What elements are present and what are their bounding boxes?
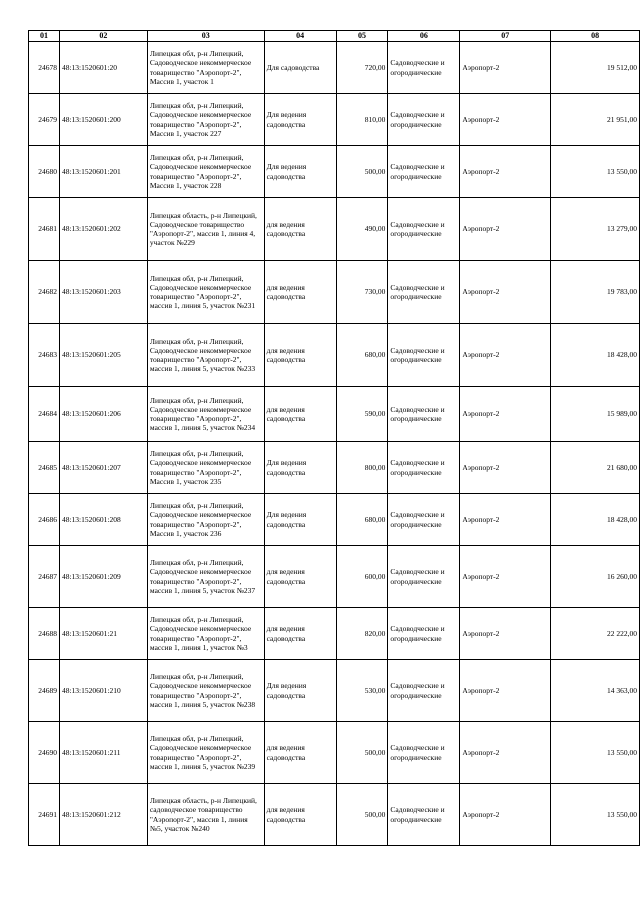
address-text: Липецкая обл, р-н Липецкий, Садоводческое некоммерческое товарищество "Аэропорт-2", Массив 1, участок 235 xyxy=(149,449,252,486)
permitted-use-cell: для ведения садоводства xyxy=(264,722,336,784)
association-name-cell: Аэропорт-2 xyxy=(460,660,551,722)
table-row xyxy=(29,324,640,387)
table-row xyxy=(29,784,640,846)
column-header: 03 xyxy=(147,31,264,42)
address-text: Липецкая обл, р-н Липецкий, Садоводческое некоммерческое товарищество "Аэропорт-2", массив 1, линия 1, участок №3 xyxy=(149,615,252,652)
address-text: Липецкая обл, р-н Липецкий, Садоводческое некоммерческое товарищество "Аэропорт-2", Массив 1, участок 236 xyxy=(149,501,252,538)
address-text: Липецкая обл, р-н Липецкий, Садоводческое некоммерческое товарищество "Аэропорт-2", Массив 1, участок 228 xyxy=(149,153,252,190)
association-name-cell: Аэропорт-2 xyxy=(460,442,551,494)
permitted-use-cell: для ведения садоводства xyxy=(264,261,336,324)
address-text: Липецкая обл, р-н Липецкий, Садоводческое некоммерческое товарищество "Аэропорт-2", Массив 1, участок 227 xyxy=(149,101,252,138)
cadastral-number: 48:13:1520601:202 xyxy=(59,198,147,261)
row-number: 24687 xyxy=(29,546,60,608)
address-cell xyxy=(147,494,264,546)
table-row xyxy=(29,494,640,546)
column-header: 08 xyxy=(551,31,640,42)
address-cell xyxy=(147,722,264,784)
area-cell: 500,00 xyxy=(336,146,388,198)
permitted-use-cell: Для ведения садоводства xyxy=(264,146,336,198)
value-cell: 21 680,00 xyxy=(551,442,640,494)
column-header: 05 xyxy=(336,31,388,42)
table-row xyxy=(29,608,640,660)
permitted-use-cell: Для ведения садоводства xyxy=(264,660,336,722)
area-cell: 490,00 xyxy=(336,198,388,261)
value-cell: 14 363,00 xyxy=(551,660,640,722)
area-cell: 590,00 xyxy=(336,387,388,442)
row-number: 24684 xyxy=(29,387,60,442)
category-cell: Садоводческие и огороднические xyxy=(388,42,460,94)
association-name-cell: Аэропорт-2 xyxy=(460,387,551,442)
permitted-use-cell: Для садоводства xyxy=(264,42,336,94)
column-header: 06 xyxy=(388,31,460,42)
value-cell: 18 428,00 xyxy=(551,494,640,546)
column-header: 04 xyxy=(264,31,336,42)
area-cell: 800,00 xyxy=(336,442,388,494)
area-cell: 810,00 xyxy=(336,94,388,146)
address-cell xyxy=(147,42,264,94)
table-row xyxy=(29,387,640,442)
column-header: 07 xyxy=(460,31,551,42)
value-cell: 16 260,00 xyxy=(551,546,640,608)
cadastral-number: 48:13:1520601:208 xyxy=(59,494,147,546)
table-row xyxy=(29,42,640,94)
address-cell xyxy=(147,608,264,660)
cadastral-number: 48:13:1520601:200 xyxy=(59,94,147,146)
table-row xyxy=(29,146,640,198)
area-cell: 730,00 xyxy=(336,261,388,324)
permitted-use-cell: для ведения садоводства xyxy=(264,608,336,660)
category-cell: Садоводческие и огороднические xyxy=(388,546,460,608)
value-cell: 19 783,00 xyxy=(551,261,640,324)
address-cell xyxy=(147,660,264,722)
cadastral-number: 48:13:1520601:211 xyxy=(59,722,147,784)
permitted-use-cell: для ведения садоводства xyxy=(264,784,336,846)
category-cell: Садоводческие и огороднические xyxy=(388,494,460,546)
association-name-cell: Аэропорт-2 xyxy=(460,146,551,198)
table-row xyxy=(29,442,640,494)
address-text: Липецкая обл, р-н Липецкий, Садоводческое некоммерческое товарищество "Аэропорт-2", массив 1, линия 5, участок №238 xyxy=(149,672,256,709)
value-cell: 13 279,00 xyxy=(551,198,640,261)
value-cell: 13 550,00 xyxy=(551,722,640,784)
row-number: 24681 xyxy=(29,198,60,261)
permitted-use-cell: для ведения садоводства xyxy=(264,546,336,608)
table-row xyxy=(29,660,640,722)
address-text: Липецкая обл, р-н Липецкий, Садоводческое некоммерческое товарищество "Аэропорт-2", массив 1, линия 5, участок №237 xyxy=(149,558,256,595)
association-name-cell: Аэропорт-2 xyxy=(460,324,551,387)
category-cell: Садоводческие и огороднические xyxy=(388,442,460,494)
area-cell: 600,00 xyxy=(336,546,388,608)
category-cell: Садоводческие и огороднические xyxy=(388,94,460,146)
table-row xyxy=(29,198,640,261)
permitted-use-cell: для ведения садоводства xyxy=(264,324,336,387)
area-cell: 530,00 xyxy=(336,660,388,722)
row-number: 24682 xyxy=(29,261,60,324)
value-cell: 21 951,00 xyxy=(551,94,640,146)
category-cell: Садоводческие и огороднические xyxy=(388,784,460,846)
column-header: 01 xyxy=(29,31,60,42)
address-text: Липецкая обл, р-н Липецкий, Садоводческое некоммерческое товарищество "Аэропорт-2", Массив 1, участок 1 xyxy=(149,49,252,86)
table-body xyxy=(29,42,640,846)
category-cell: Садоводческие и огороднические xyxy=(388,387,460,442)
cadastral-number: 48:13:1520601:21 xyxy=(59,608,147,660)
row-number: 24691 xyxy=(29,784,60,846)
area-cell: 820,00 xyxy=(336,608,388,660)
land-plots-table xyxy=(28,30,640,846)
permitted-use-cell: Для ведения садоводства xyxy=(264,442,336,494)
association-name-cell: Аэропорт-2 xyxy=(460,94,551,146)
value-cell: 13 550,00 xyxy=(551,784,640,846)
header-row xyxy=(29,31,640,42)
address-cell xyxy=(147,261,264,324)
table-row xyxy=(29,546,640,608)
cadastral-number: 48:13:1520601:209 xyxy=(59,546,147,608)
row-number: 24689 xyxy=(29,660,60,722)
table-row xyxy=(29,94,640,146)
association-name-cell: Аэропорт-2 xyxy=(460,546,551,608)
cadastral-number: 48:13:1520601:203 xyxy=(59,261,147,324)
permitted-use-cell: для ведения садоводства xyxy=(264,198,336,261)
permitted-use-cell: для ведения садоводства xyxy=(264,387,336,442)
area-cell: 680,00 xyxy=(336,324,388,387)
row-number: 24685 xyxy=(29,442,60,494)
row-number: 24683 xyxy=(29,324,60,387)
address-text: Липецкая область, р-н Липецкий, Садоводческое товарищество "Аэропорт-2", массив 1, линия 4, участок №229 xyxy=(149,210,257,248)
category-cell: Садоводческие и огороднические xyxy=(388,722,460,784)
address-cell xyxy=(147,546,264,608)
association-name-cell: Аэропорт-2 xyxy=(460,42,551,94)
address-cell xyxy=(147,442,264,494)
association-name-cell: Аэропорт-2 xyxy=(460,494,551,546)
address-text: Липецкая область, р-н Липецкий, садоводческое товарищество "Аэропорт-2", массив 1, линия №5, участок №240 xyxy=(149,796,257,833)
value-cell: 13 550,00 xyxy=(551,146,640,198)
cadastral-number: 48:13:1520601:205 xyxy=(59,324,147,387)
address-cell xyxy=(147,94,264,146)
association-name-cell: Аэропорт-2 xyxy=(460,722,551,784)
cadastral-number: 48:13:1520601:210 xyxy=(59,660,147,722)
address-cell xyxy=(147,324,264,387)
category-cell: Садоводческие и огороднические xyxy=(388,146,460,198)
value-cell: 15 989,00 xyxy=(551,387,640,442)
address-text: Липецкая обл, р-н Липецкий, Садоводческое некоммерческое товарищество "Аэропорт-2", массив 1, линия 5, участок №233 xyxy=(149,336,256,374)
area-cell: 500,00 xyxy=(336,722,388,784)
association-name-cell: Аэропорт-2 xyxy=(460,198,551,261)
category-cell: Садоводческие и огороднические xyxy=(388,324,460,387)
row-number: 24680 xyxy=(29,146,60,198)
address-cell xyxy=(147,146,264,198)
category-cell: Садоводческие и огороднические xyxy=(388,198,460,261)
row-number: 24690 xyxy=(29,722,60,784)
row-number: 24679 xyxy=(29,94,60,146)
category-cell: Садоводческие и огороднические xyxy=(388,608,460,660)
column-header: 02 xyxy=(59,31,147,42)
cadastral-number: 48:13:1520601:206 xyxy=(59,387,147,442)
address-cell xyxy=(147,198,264,261)
value-cell: 19 512,00 xyxy=(551,42,640,94)
row-number: 24688 xyxy=(29,608,60,660)
table-row xyxy=(29,261,640,324)
cadastral-number: 48:13:1520601:201 xyxy=(59,146,147,198)
permitted-use-cell: Для ведения садоводства xyxy=(264,494,336,546)
association-name-cell: Аэропорт-2 xyxy=(460,784,551,846)
category-cell: Садоводческие и огороднические xyxy=(388,261,460,324)
permitted-use-cell: Для ведения садоводства xyxy=(264,94,336,146)
association-name-cell: Аэропорт-2 xyxy=(460,261,551,324)
address-text: Липецкая обл, р-н Липецкий, Садоводческое некоммерческое товарищество "Аэропорт-2", массив 1, линия 5, участок №239 xyxy=(149,734,256,771)
row-number: 24686 xyxy=(29,494,60,546)
cadastral-number: 48:13:1520601:212 xyxy=(59,784,147,846)
address-cell xyxy=(147,784,264,846)
address-cell xyxy=(147,387,264,442)
table-row xyxy=(29,722,640,784)
row-number: 24678 xyxy=(29,42,60,94)
address-text: Липецкая обл, р-н Липецкий, Садоводческое некоммерческое товарищество "Аэропорт-2", массив 1, линия 5, участок №231 xyxy=(149,273,256,311)
area-cell: 720,00 xyxy=(336,42,388,94)
value-cell: 18 428,00 xyxy=(551,324,640,387)
address-text: Липецкая обл, р-н Липецкий, Садоводческое некоммерческое товарищество "Аэропорт-2", массив 1, линия 5, участок №234 xyxy=(149,395,256,433)
cadastral-number: 48:13:1520601:20 xyxy=(59,42,147,94)
cadastral-number: 48:13:1520601:207 xyxy=(59,442,147,494)
area-cell: 500,00 xyxy=(336,784,388,846)
category-cell: Садоводческие и огороднические xyxy=(388,660,460,722)
area-cell: 680,00 xyxy=(336,494,388,546)
value-cell: 22 222,00 xyxy=(551,608,640,660)
association-name-cell: Аэропорт-2 xyxy=(460,608,551,660)
